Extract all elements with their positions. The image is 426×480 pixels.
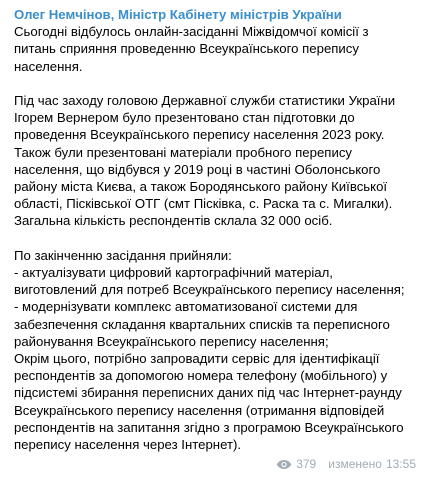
message-footer — [276, 457, 416, 471]
paragraph-gap — [14, 75, 412, 92]
view-count: 379 — [296, 457, 317, 471]
edited-label: изменено — [328, 457, 382, 471]
paragraph-gap — [14, 230, 412, 247]
message-paragraph-1: Сьогодні відбулось онлайн-засіданні Міжвідомчої комісії з питань сприяння проведенню Всеукраїнського перепису населення. — [14, 24, 369, 74]
message-paragraph-2: Під час заходу головою Державної служби статистики України Ігорем Вернером було презентовано стан підготовки до проведення Всеукраїнського перепису населення 2023 року. Також були презентовані матеріали пробного перепису населення, що відбувся у 2019 році в частині Оболонського району міста Києва, а також Бородянського району Київської області, Пісківської ОТГ (смт Пісківка, с. Раска та с. Мигалки). Загальна кількість респондентів склала 32 000 осіб. — [14, 93, 396, 229]
message-time: 13:55 — [385, 457, 416, 471]
eye-icon — [276, 459, 292, 470]
author-name[interactable]: Олег Немчінов, Міністр Кабінету міністрів України — [14, 7, 342, 22]
message-paragraph-3: По закінченню засідання прийняли: - актуалізувати цифровий картографічний матеріал, виготовлений для потреб Всеукраїнського перепису населення; - модернізувати комплекс автоматизованої системи для забезпечення складання квартальних списків та переписного районування Всеукраїнського перепису населення; Окрім цього, потрібно запровадити сервіс для ідентифікації респондентів за допомогою номера телефону (мобільного) у підсистемі збирання переписних даних під час Інтернет-раунду Всеукраїнського перепису населення (отримання відповідей респондентів на запитання згідно з програмою Всеукраїнського перепису населення через Інтернет). — [14, 247, 405, 453]
